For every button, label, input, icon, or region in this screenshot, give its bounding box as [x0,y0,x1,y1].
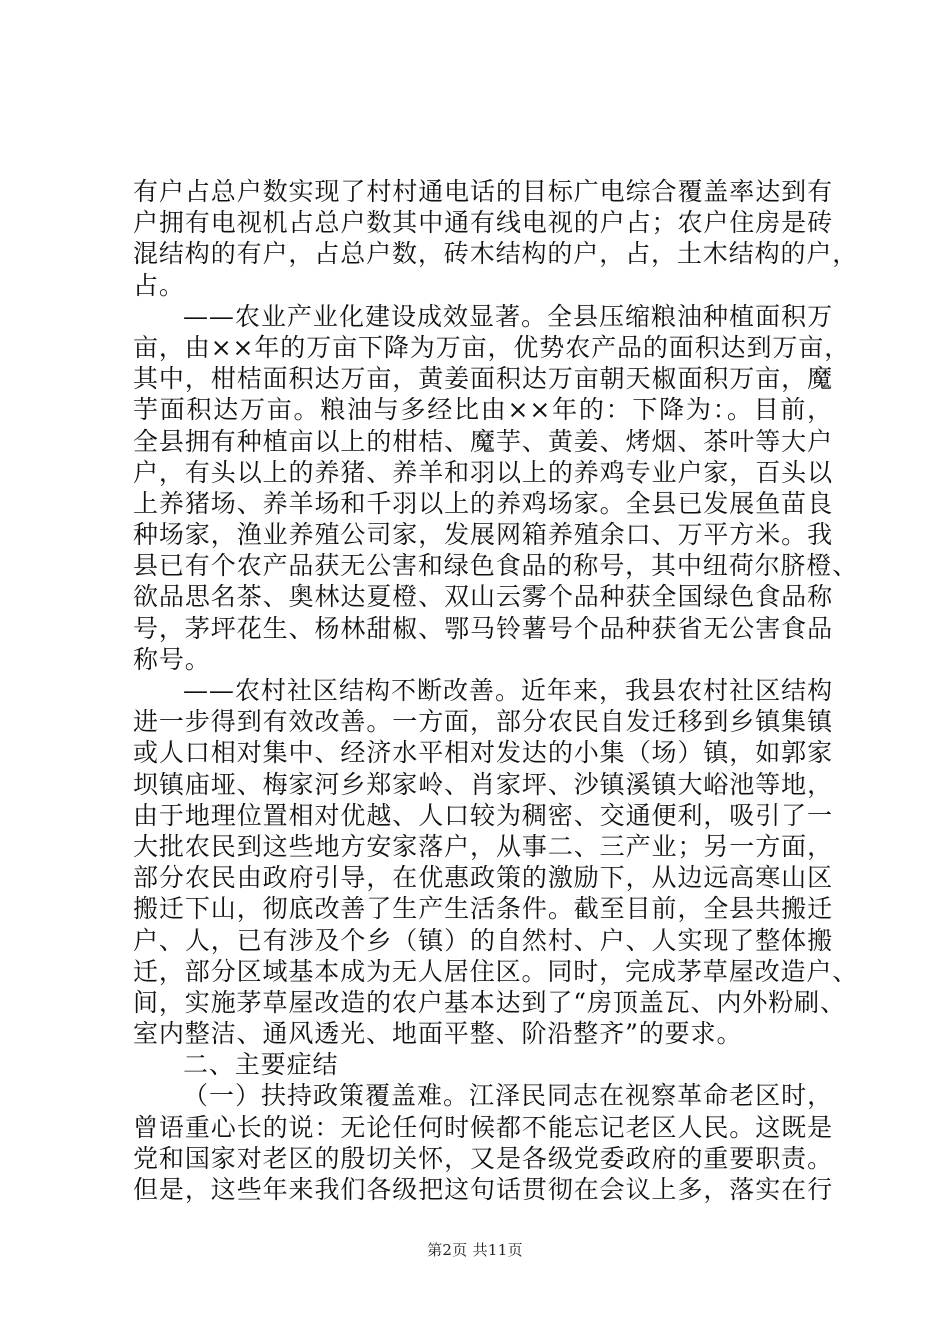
text-line: 芋面积达万亩。粮油与多经比由××年的：下降为：。目前， [133,395,833,425]
text-line: 迁，部分区域基本成为无人居住区。同时，完成茅草屋改造户、 [133,956,859,986]
text-line: 号，茅坪花生、杨林甜椒、鄂马铃薯号个品种获省无公害食品 [133,613,833,643]
text-line: 上养猪场、养羊场和千羽以上的养鸡场家。全县已发展鱼苗良 [133,488,833,518]
text-line: 欲品思名茶、奥林达夏橙、双山云雾个品种获全国绿色食品称 [133,582,833,612]
text-line: 亩，由××年的万亩下降为万亩，优势农产品的面积达到万亩， [133,332,851,362]
text-line: ——农村社区结构不断改善。近年来，我县农村社区结构 [183,676,833,705]
text-line: 进一步得到有效改善。一方面，部分农民自发迁移到乡镇集镇 [133,707,833,737]
text-line: 搬迁下山，彻底改善了生产生活条件。截至目前，全县共搬迁 [133,894,833,924]
text-line: 其中，柑桔面积达万亩，黄姜面积达万亩朝天椒面积万亩，魔 [133,364,833,394]
text-line: 但是，这些年来我们各级把这句话贯彻在会议上多，落实在行 [133,1175,833,1204]
text-line: 县已有个农产品获无公害和绿色食品的称号，其中纽荷尔脐橙、 [133,551,859,581]
text-line: 全县拥有种植亩以上的柑桔、魔芋、黄姜、烤烟、茶叶等大户 [133,426,833,456]
text-line: 户，有头以上的养猪、养羊和羽以上的养鸡专业户家，百头以 [133,457,833,487]
text-line: 户拥有电视机占总户数其中通有线电视的户占；农户住房是砖 [133,208,833,238]
document-body [133,176,859,1205]
text-line: 党和国家对老区的殷切关怀，又是各级党委政府的重要职责。 [133,1143,833,1173]
text-line: 二、主要症结 [183,1050,339,1080]
text-line: （一）扶持政策覆盖难。江泽民同志在视察革命老区时， [183,1081,833,1111]
text-line: 间，实施茅草屋改造的农户基本达到了“房顶盖瓦、内外粉刷、 [133,987,846,1017]
text-line: 曾语重心长的说：无论任何时候都不能忘记老区人民。这既是 [133,1112,833,1142]
text-line: 种场家，渔业养殖公司家，发展网箱养殖余口、万平方米。我 [133,520,833,550]
text-line: 称号。 [133,644,211,674]
text-line: 部分农民由政府引导，在优惠政策的激励下，从边远高寒山区 [133,863,833,893]
text-line: 或人口相对集中、经济水平相对发达的小集（场）镇，如郭家 [133,738,833,768]
text-line: 占。 [133,270,185,300]
text-line: 有户占总户数实现了村村通电话的目标广电综合覆盖率达到有 [133,177,833,206]
text-line: 坝镇庙垭、梅家河乡郑家岭、肖家坪、沙镇溪镇大峪池等地， [133,769,833,799]
text-line: 大批农民到这些地方安家落户，从事二、三产业；另一方面， [133,831,833,861]
text-line: 户、人，已有涉及个乡（镇）的自然村、户、人实现了整体搬 [133,925,833,955]
text-line: 室内整洁、通风透光、地面平整、阶沿整齐”的要求。 [133,1019,743,1049]
page-footer: 第2页 共11页 [427,1241,523,1259]
text-line: ——农业产业化建设成效显著。全县压缩粮油种植面积万 [183,301,833,331]
text-line: 由于地理位置相对优越、人口较为稠密、交通便利，吸引了一 [133,800,833,830]
text-line: 混结构的有户，占总户数，砖木结构的户，占，土木结构的户， [133,239,859,269]
